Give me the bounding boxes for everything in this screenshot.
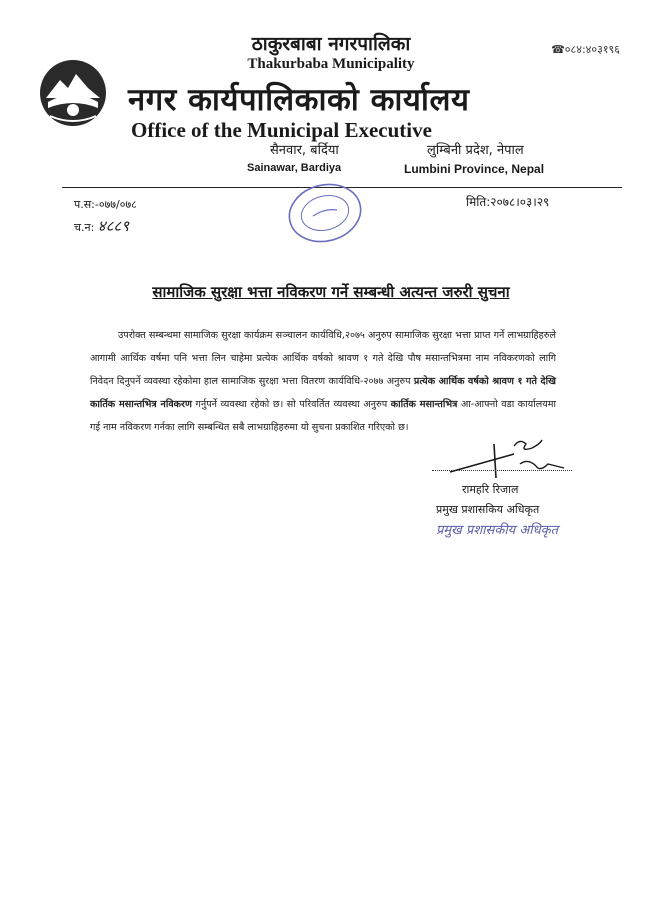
municipality-name-np: ठाकुरबाबा नगरपालिका [251, 33, 411, 55]
chalani-number [74, 216, 129, 236]
address-en: Sainawar, Bardiya [247, 162, 342, 174]
municipality-name-en: Thakurbaba Municipality [247, 56, 415, 72]
notice-subject: सामाजिक सुरक्षा भत्ता नविकरण गर्ने सम्बन्धी अत्यन्त जरुरी सुचना [152, 283, 510, 301]
signer-name: रामहरि रिजाल [462, 483, 519, 496]
body-bold-2: कार्तिक मसान्तभित्र [390, 399, 458, 410]
office-title-np: नगर कार्यपालिकाको कार्यालय [128, 82, 470, 118]
office-title-en: Office of the Municipal Executive [131, 118, 432, 142]
patra-sankhya [74, 197, 137, 212]
notice-body [90, 324, 556, 439]
office-stamp [285, 180, 365, 246]
ps-label: प.स:- [74, 198, 99, 211]
cn-value: ४८८९ [97, 219, 129, 235]
ps-value: ०७७/०७८ [98, 198, 137, 211]
province-en: Lumbini Province, Nepal [404, 162, 545, 176]
phone-number: ☎०८४:४०३१९६ [551, 43, 620, 56]
date-label: मिति: [466, 195, 491, 209]
body-part-1: उपरोक्त सम्बन्धमा सामाजिक सुरक्षा कार्यक्रम सञ्चालन कार्यविधि,२०७५ अनुरुप सामाजिक सुरक्षा भत्ता प्राप्त गर्ने लाभग्राहिहरुले आगामी आर्थिक वर्षमा पनि भत्ता लिन चाहेमा प्रत्येक आर्थिक वर्षको श्रावण १ गते देखि पौष मसान्तभित्रमा नाम नविकरणको लागि निवेदन दिनुपर्ने व्यवस्था रहेकोमा हाल सामाजिक सुरक्षा भत्ता वितरण कार्यविधि-२०७७ अनुरुप [90, 330, 556, 387]
signature-line [432, 470, 572, 471]
body-bold-1: प्रत्येक आर्थिक वर्षको श्रावण १ गते देखि कार्तिक मसान्तभित्र नविकरण [90, 376, 556, 410]
signer-designation: प्रमुख प्रशासकिय अधिकृत [436, 503, 540, 516]
designation-stamp: प्रमुख प्रशासकीय अधिकृत [436, 523, 559, 538]
body-part-3: आ-आफ्नो वडा कार्यालयमा गई नाम नविकरण गर्नका लागि सम्बन्धित सबै लाभग्राहिहरुमा यो सुचना प्रकाशित गरिएको छ। [90, 399, 557, 433]
province-np: लुम्बिनी प्रदेश, नेपाल [427, 143, 524, 158]
body-part-2: गर्नुपर्ने व्यवस्था रहेको छ। सो परिवर्तित व्यवस्था अनुरुप [191, 399, 391, 410]
address-np: सैनवार, बर्दिया [270, 143, 339, 158]
cn-label: च.न: [74, 221, 95, 234]
handwritten-signature [444, 434, 594, 484]
date-value: २०७८।०३।२९ [490, 195, 550, 209]
letter-date [466, 193, 549, 210]
